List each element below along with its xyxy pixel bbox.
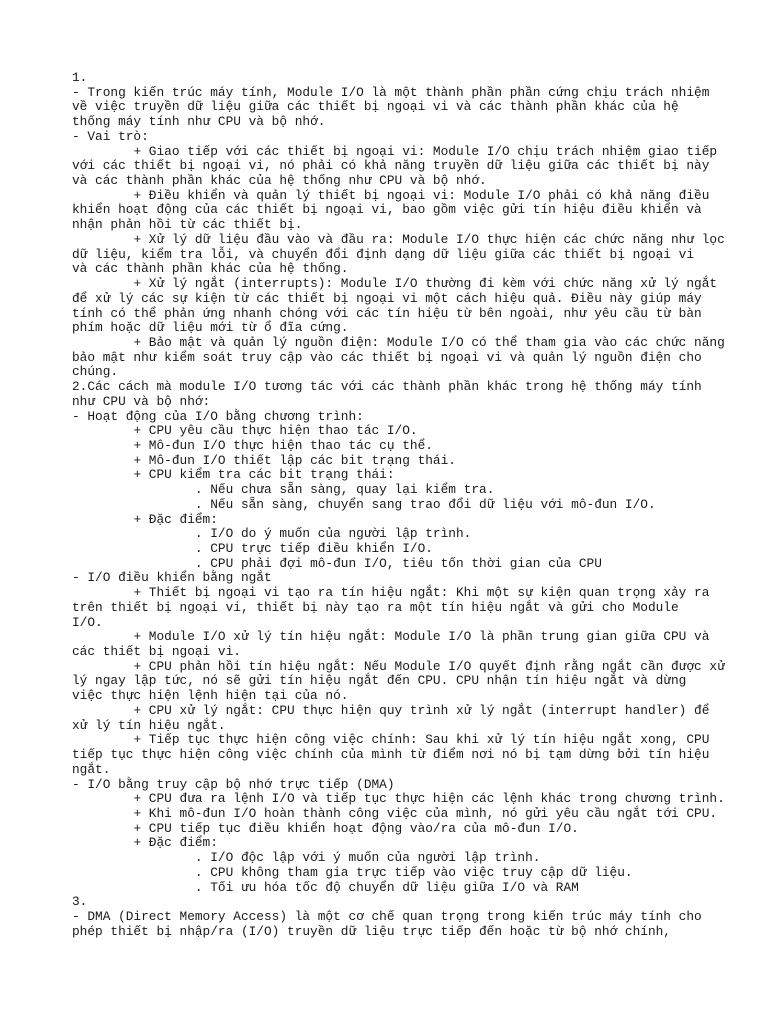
document-line: + Điều khiển và quản lý thiết bị ngoại vi: Module I/O phải có khả năng điều	[72, 187, 710, 203]
document-line: + Module I/O xử lý tín hiệu ngắt: Module I/O là phần trung gian giữa CPU và	[72, 629, 710, 645]
document-line: và các thành phần khác của hệ thống như CPU và bộ nhớ.	[72, 173, 487, 189]
document-line: + CPU tiếp tục điều khiển hoạt động vào/ra của mô-đun I/O.	[72, 820, 579, 836]
document-line: . Tối ưu hóa tốc độ chuyển dữ liệu giữa I/O và RAM	[72, 879, 579, 895]
document-line: lý ngay lập tức, nó sẽ gửi tín hiệu ngắt đến CPU. CPU nhận tín hiệu ngắt và dừng	[72, 673, 687, 689]
document-line: + Thiết bị ngoại vi tạo ra tín hiệu ngắt: Khi một sự kiện quan trọng xảy ra	[72, 585, 710, 601]
document-line: phím hoặc dữ liệu mới từ ổ đĩa cứng.	[72, 320, 349, 336]
document-line: + CPU yêu cầu thực hiện thao tác I/O.	[72, 423, 418, 439]
document-line: + Xử lý ngắt (interrupts): Module I/O thường đi kèm với chức năng xử lý ngắt	[72, 276, 718, 292]
document-line: với các thiết bị ngoại vi, nó phải có khả năng truyền dữ liệu giữa các thiết bị này	[72, 158, 710, 174]
document-line: . Nếu chưa sẵn sàng, quay lại kiểm tra.	[72, 482, 495, 498]
document-line: 3.	[72, 894, 88, 910]
document-line: + Đặc điểm:	[72, 835, 218, 851]
document-line: 1.	[72, 70, 88, 85]
document-line: + Khi mô-đun I/O hoàn thành công việc của mình, nó gửi yêu cầu ngắt tới CPU.	[72, 805, 718, 821]
document-line: việc thực hiện lệnh hiện tại của nó.	[72, 688, 349, 704]
document-line: các thiết bị ngoại vi.	[72, 644, 241, 660]
document-line: - I/O điều khiển bằng ngắt	[72, 570, 272, 586]
document-line: I/O.	[72, 614, 103, 630]
document-line: - Hoạt động của I/O bằng chương trình:	[72, 408, 364, 424]
document-line: + CPU xử lý ngắt: CPU thực hiện quy trình xử lý ngắt (interrupt handler) để	[72, 702, 710, 718]
document-line: - DMA (Direct Memory Access) là một cơ chế quan trọng trong kiến trúc máy tính cho	[72, 908, 702, 924]
document-line: + Tiếp tục thực hiện công việc chính: Sau khi xử lý tín hiệu ngắt xong, CPU	[72, 732, 710, 748]
document-line: . I/O do ý muốn của người lập trình.	[72, 526, 472, 542]
document-line: về việc truyền dữ liệu giữa các thiết bị ngoại vi và các thành phần khác của hệ	[72, 99, 679, 115]
document-body	[72, 71, 728, 939]
document-line: + Mô-đun I/O thực hiện thao tác cụ thể.	[72, 437, 433, 453]
document-line: như CPU và bộ nhớ:	[72, 393, 211, 409]
document-line: khiển hoạt động của các thiết bị ngoại vi, bao gồm việc gửi tín hiệu điều khiển và	[72, 202, 702, 218]
document-line: tính có thể phản ứng nhanh chóng với các tín hiệu từ bên ngoài, như yêu cầu từ bàn	[72, 305, 702, 321]
document-line: ngắt.	[72, 761, 111, 777]
document-line: + CPU đưa ra lệnh I/O và tiếp tục thực hiện các lệnh khác trong chương trình.	[72, 791, 725, 807]
document-line: . CPU không tham gia trực tiếp vào việc truy cập dữ liệu.	[72, 864, 633, 880]
document-line: chúng.	[72, 364, 119, 380]
document-line: tiếp tục thực hiện công việc chính của mình từ điểm nơi nó bị tạm dừng bởi tín hiệu	[72, 747, 710, 763]
document-line: . CPU phải đợi mô-đun I/O, tiêu tốn thời gian của CPU	[72, 555, 602, 571]
document-line: phép thiết bị nhập/ra (I/O) truyền dữ liệu trực tiếp đến hoặc từ bộ nhớ chính,	[72, 923, 671, 939]
document-line: + CPU kiểm tra các bit trạng thái:	[72, 467, 395, 483]
document-line: nhận phản hồi từ các thiết bị.	[72, 217, 303, 233]
document-line: xử lý tín hiệu ngắt.	[72, 717, 226, 733]
document-line: + Giao tiếp với các thiết bị ngoại vi: Module I/O chịu trách nhiệm giao tiếp	[72, 143, 718, 159]
document-line: . CPU trực tiếp điều khiển I/O.	[72, 541, 433, 556]
document-line: để xử lý các sự kiện từ các thiết bị ngoại vi một cách hiệu quả. Điều này giúp máy	[72, 290, 702, 306]
document-line: trên thiết bị ngoại vi, thiết bị này tạo ra một tín hiệu ngắt và gửi cho Module	[72, 599, 679, 615]
document-line: + CPU phản hồi tín hiệu ngắt: Nếu Module I/O quyết định rằng ngắt cần được xử	[72, 658, 725, 674]
document-line: + Đặc điểm:	[72, 511, 218, 527]
document-line: - Trong kiến trúc máy tính, Module I/O là một thành phần phần cứng chịu trách nhiệm	[72, 84, 710, 100]
document-line: + Mô-đun I/O thiết lập các bit trạng thái.	[72, 452, 456, 468]
document-line: 2.Các cách mà module I/O tương tác với các thành phần khác trong hệ thống máy tính	[72, 379, 702, 395]
document-line: - I/O bằng truy cập bộ nhớ trực tiếp (DMA)	[72, 776, 395, 792]
document-line: thống máy tính như CPU và bộ nhớ.	[72, 114, 326, 130]
document-line: và các thành phần khác của hệ thống.	[72, 261, 349, 277]
document-line: . Nếu sẵn sàng, chuyển sang trao đổi dữ liệu với mô-đun I/O.	[72, 496, 656, 512]
document-line: dữ liệu, kiểm tra lỗi, và chuyển đổi định dạng dữ liệu giữa các thiết bị ngoại vi	[72, 246, 695, 262]
document-line: + Bảo mật và quản lý nguồn điện: Module I/O có thể tham gia vào các chức năng	[72, 334, 725, 350]
document-line: + Xử lý dữ liệu đầu vào và đầu ra: Module I/O thực hiện các chức năng như lọc	[72, 231, 725, 247]
document-line: bảo mật như kiểm soát truy cập vào các thiết bị ngoại vi và quản lý nguồn điện cho	[72, 349, 702, 365]
document-line: . I/O độc lập với ý muốn của người lập trình.	[72, 850, 541, 866]
document-line: - Vai trò:	[72, 128, 149, 144]
